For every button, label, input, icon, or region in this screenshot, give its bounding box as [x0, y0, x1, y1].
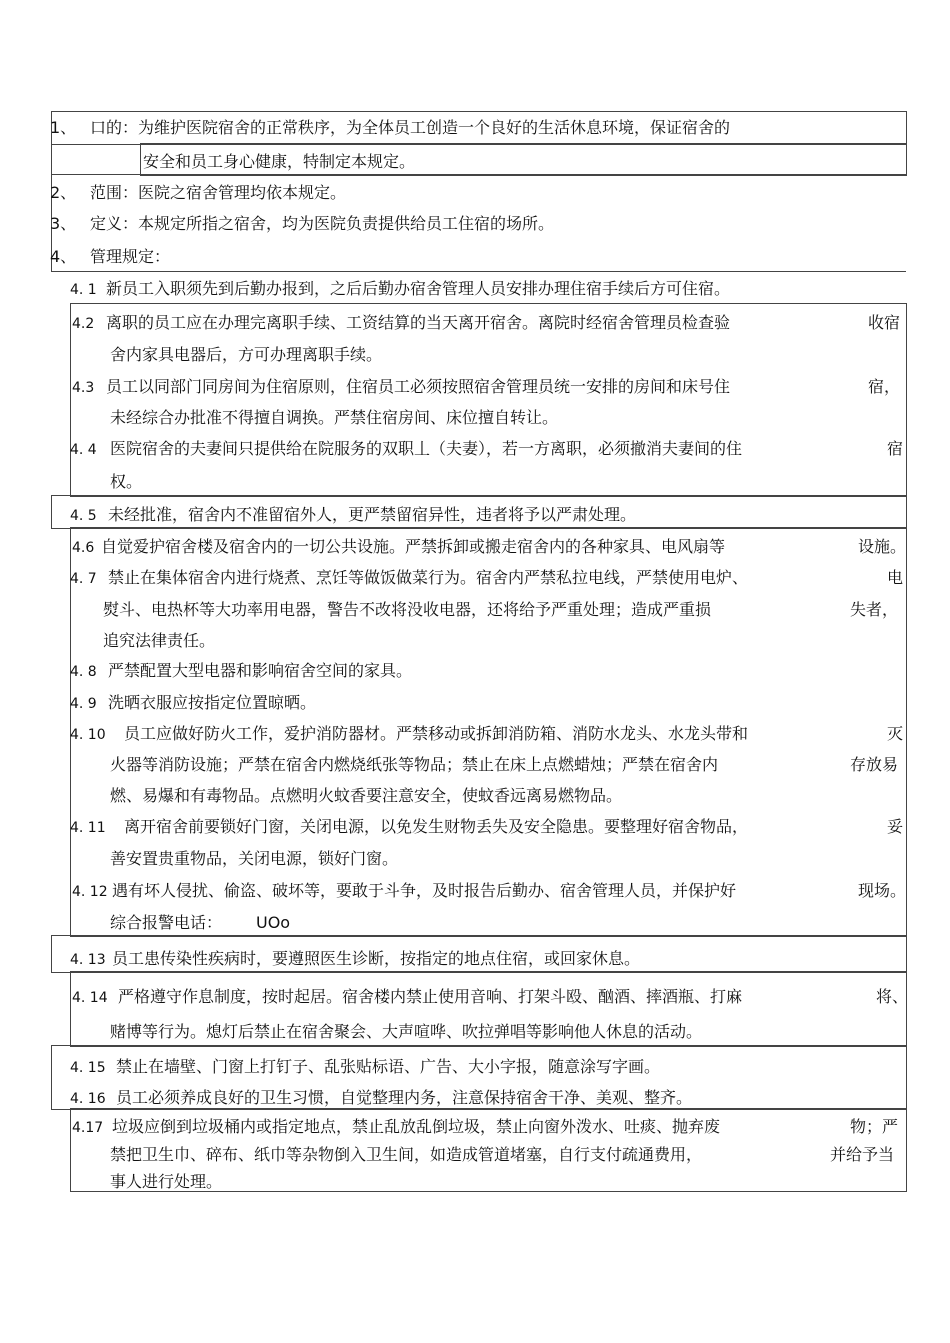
rule-4-14-number: 4. 14 [72, 990, 108, 1006]
rule-4-14-text-line2: 赌博等行为。熄灯后禁止在宿舍聚会、大声喧哗、吹拉弹唱等影响他人休息的活动。 [110, 1022, 703, 1041]
rule-4-16-text: 员工必须养成良好的卫生习惯，自觉整理内务，注意保持宿舍干净、美观、整齐。 [116, 1088, 693, 1107]
rule-4-2-text-line1: 离职的员工应在办理完离职手续、工资结算的当天离开宿舍。离院时经宿舍管理员检查验 [106, 313, 731, 332]
rule-4-4-text-line2: 权。 [110, 472, 143, 491]
rule-4-11-number: 4. 11 [70, 820, 106, 836]
rule-4-3-number: 4.3 [72, 380, 95, 396]
rule-4-17-text-line1: 垃圾应倒到垃圾桶内或指定地点，禁止乱放乱倒垃圾，禁止向窗外泼水、吐痰、抛弃废 [112, 1117, 721, 1136]
section4-text: 管理规定： [90, 247, 171, 266]
rule-4-1-text: 新员工入职须先到后勤办报到，之后后勤办宿舍管理人员安排办理住宿手续后方可住宿。 [106, 279, 731, 298]
rule-4-15-text: 禁止在墙壁、门窗上打钉子、乱张贴标语、广告、大小字报，随意涂写字画。 [116, 1057, 661, 1076]
section2-text: 范围：医院之宿舍管理均依本规定。 [90, 183, 347, 202]
rule-4-12-text-line1: 遇有坏人侵扰、偷盗、破坏等，要敢于斗争，及时报告后勤办、宿舍管理人员，并保护好 [112, 881, 737, 900]
rule-4-9-text: 洗晒衣服应按指定位置晾晒。 [108, 693, 317, 712]
rule-4-3-text-line2: 未经综合办批准不得擅自调换。严禁住宿房间、床位擅自转让。 [110, 408, 559, 427]
rule-4-16-number: 4. 16 [70, 1091, 106, 1107]
rule-4-12-number: 4. 12 [72, 884, 108, 900]
rule-4-4-text-line1: 医院宿舍的夫妻间只提供给在院服务的双职丄（夫妻），若一方离职，必须撤消夫妻间的住 [110, 439, 743, 458]
rule-4-11-text-line2: 善安置贵重物品，关闭电源，锁好门窗。 [110, 849, 399, 868]
rule-4-10-right-text2: 存放易 [850, 755, 899, 774]
rule-4-5-number: 4. 5 [70, 508, 97, 524]
rule-4-17-text-line3: 事人进行处理。 [110, 1172, 223, 1191]
rule-4-7-text-line1: 禁止在集体宿舍内进行烧煮、烹饪等做饭做菜行为。宿舍内严禁私拉电线，严禁使用电炉、 [108, 568, 749, 587]
rule-4-6-number: 4.6 [72, 540, 95, 556]
rule-4-3-right-text: 宿， [868, 377, 901, 396]
section1-bottom-rule [51, 174, 906, 175]
rule-4-7-text-line3: 追究法律责任。 [103, 631, 216, 650]
rule-4-10-text-line2: 火器等消防设施；严禁在宿舍内燃烧纸张等物品；禁止在床上点燃蜡烛；严禁在宿舍内 [110, 755, 719, 774]
rule-4-11-right-text: 妥 [887, 817, 904, 836]
section1-number: 1、 [50, 118, 77, 137]
rule-4-10-text-line1: 员工应做好防火工作，爱护消防器材。严禁移动或拆卸消防箱、消防水龙头、水龙头带和 [124, 724, 749, 743]
rule-4-17-number: 4.17 [72, 1120, 104, 1136]
section1-text-line1: 口的：为维护医院宿舍的正常秩序，为全体员工创造一个良好的生活休息环境，保证宿舍的 [90, 118, 731, 137]
rule-41-top [51, 271, 906, 272]
rule-4-17-right-text1: 物；严 [850, 1117, 899, 1136]
rule-4-14-right-text: 将、 [876, 987, 909, 1006]
rule-4-11-text-line1: 离开宿舍前要锁好门窗，关闭电源，以免发生财物丢失及安全隐患。要整理好宿舍物品， [124, 817, 749, 836]
rule-4-12-right-text: 现场。 [858, 881, 907, 900]
rule-4-10-text-line3: 燃、易爆和有毒物品。点燃明火蚊香要注意安全，使蚊香远离易燃物品。 [110, 786, 623, 805]
rule-4-7-text-line2: 熨斗、电热杯等大功率用电器，警告不改将没收电器，还将给予严重处理；造成严重损 [103, 600, 712, 619]
rule-4-2-text-line2: 舍内家具电器后，方可办理离职手续。 [110, 345, 383, 364]
rule-4-7-number: 4. 7 [70, 571, 97, 587]
rule-4-14-text-line1: 严格遵守作息制度，按时起居。宿舍楼内禁止使用音响、打架斗殴、酗酒、摔酒瓶、打麻 [118, 987, 743, 1006]
rule-4-6-text: 自觉爱护宿舍楼及宿舍内的一切公共设施。严禁拆卸或搬走宿舍内的各种家具、电风扇等 [101, 537, 726, 556]
rule-4-17-text-line2: 禁把卫生巾、碎布、纸巾等杂物倒入卫生间，如造成管道堵塞，自行支付疏通费用， [110, 1145, 703, 1164]
section1-text-line2: 安全和员工身心健康，特制定本规定。 [143, 152, 416, 171]
rule-4-7-right-text1: 电 [887, 568, 904, 587]
rule-4-1-number: 4. 1 [70, 282, 97, 298]
section4-number: 4、 [50, 247, 77, 266]
rule-4-10-right-text1: 灭 [887, 724, 904, 743]
rule-4-8-number: 4. 8 [70, 664, 97, 680]
rule-4-17-right-text2: 并给予当 [830, 1145, 895, 1164]
rule-4-12-text-line2: 综合报警电话： [110, 913, 223, 932]
rule-4-13-number: 4. 13 [70, 952, 106, 968]
rule-4-3-text-line1: 员工以同部门同房间为住宿原则，住宿员工必须按照宿舍管理员统一安排的房间和床号住 [106, 377, 731, 396]
rule-4-10-number: 4. 10 [70, 727, 106, 743]
rule-4-13-text: 员工患传染性疾病时，要遵照医生诊断，按指定的地点住宿，或回家休息。 [112, 949, 641, 968]
section3-text: 定义：本规定所指之宿舍，均为医院负责提供给员工住宿的场所。 [90, 214, 555, 233]
rule-4-5-text: 未经批准，宿舍内不准留宿外人，更严禁留宿异性，违者将予以严肃处理。 [108, 505, 637, 524]
rule-4-15-number: 4. 15 [70, 1060, 106, 1076]
rule-4-7-right-text2: 失者， [850, 600, 899, 619]
section3-number: 3、 [50, 214, 77, 233]
rule-4-4-number: 4. 4 [70, 442, 97, 458]
rule-4-8-text: 严禁配置大型电器和影响宿舍空间的家具。 [108, 661, 413, 680]
alarm-phone-value: UOo [256, 913, 291, 932]
rule-4-2-number: 4.2 [72, 316, 95, 332]
rule-4-6-right-text: 设施。 [858, 537, 907, 556]
rule-4-4-right-text: 宿 [887, 439, 904, 458]
rule-4-9-number: 4. 9 [70, 696, 97, 712]
rule-4-2-right-text: 收宿 [868, 313, 901, 332]
section2-number: 2、 [50, 183, 77, 202]
